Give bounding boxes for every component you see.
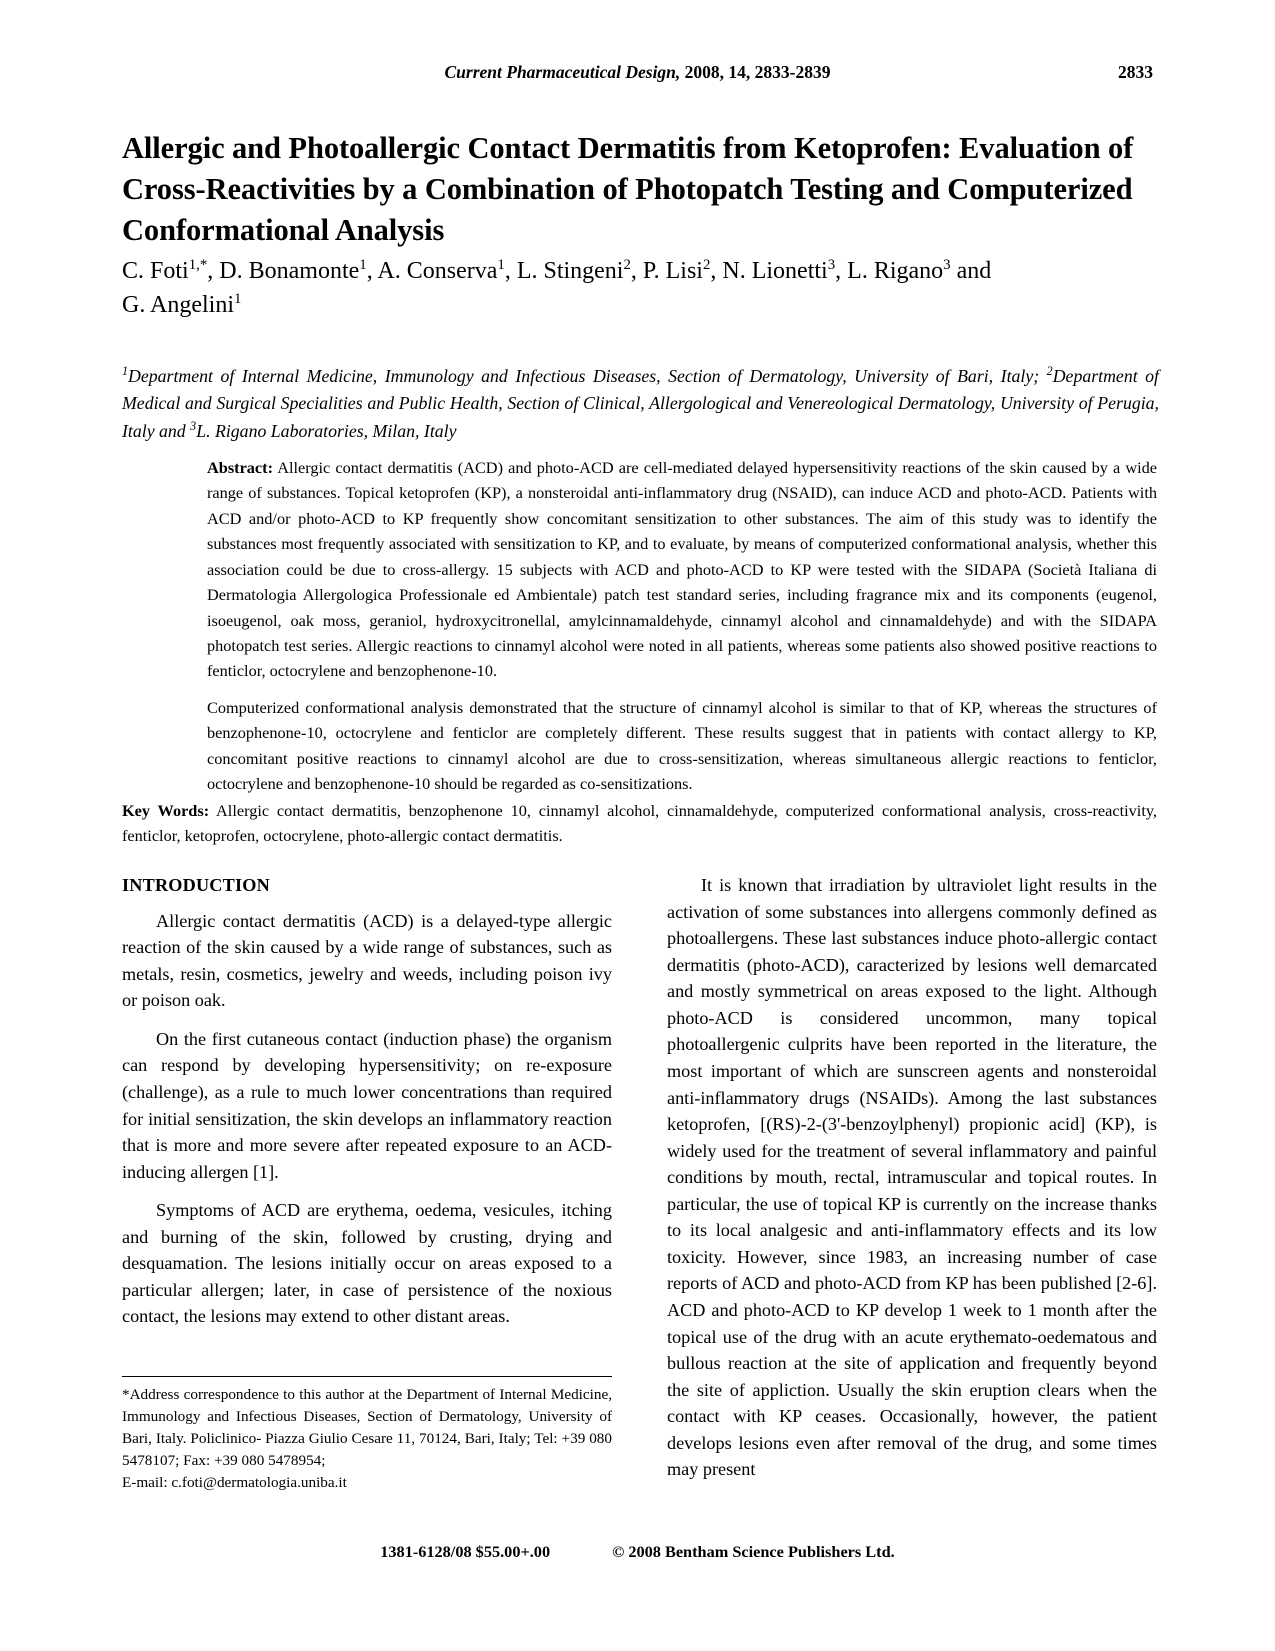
keywords-text: Allergic contact dermatitis, benzophenone 10, cinnamyl alcohol, cinnamaldehyde, computerized conformational analysis, cross-reactivity, fenticlor, ketoprofen, octocrylene, photo-allergic contact dermatitis.	[122, 801, 1157, 846]
column-left	[122, 872, 612, 1342]
author-conjunction: and	[950, 258, 992, 284]
footnote-divider	[122, 1376, 612, 1377]
author-affiliation-marker: 1	[359, 257, 367, 273]
author-name: , D. Bonamonte	[207, 258, 360, 284]
affiliation-text-1: Department of Internal Medicine, Immunology and Infectious Diseases, Section of Dermatology, University of Bari, Italy;	[128, 365, 1047, 386]
page-number: 2833	[1118, 62, 1153, 82]
author-affiliation-marker: 3	[827, 257, 836, 273]
author-list	[122, 254, 1157, 322]
paragraph: On the first cutaneous contact (induction phase) the organism can respond by developing hypersensitivity; on re-exposure (challenge), as a rule to much lower concentrations than required for initial sensitization, the skin develops an inflammatory reaction that is more and more severe after repeated exposure to an ACD-inducing allergen [1].	[122, 1028, 612, 1182]
journal-title: Current Pharmaceutical Design,	[444, 62, 681, 82]
issn-price: 1381-6128/08 $55.00+.00	[380, 1542, 551, 1561]
author-name: , N. Lionetti	[710, 258, 828, 284]
correspondence-footnote	[122, 1376, 612, 1493]
author-name: , L. Rigano	[835, 258, 944, 284]
affiliation-text-3: L. Rigano Laboratories, Milan, Italy	[196, 420, 457, 441]
author-name: , L. Stingeni	[504, 258, 624, 284]
author-name: C. Foti	[122, 258, 189, 284]
page-title: Allergic and Photoallergic Contact Dermatitis from Ketoprofen: Evaluation of Cross-Reactivities by a Combination of Photopatch Testing and Computerized Conformational Analysis	[122, 131, 1134, 247]
paragraph: Symptoms of ACD are erythema, oedema, vesicules, itching and burning of the skin, followed by crusting, drying and desquamation. The lesions initially occur on areas exposed to a particular allergen; later, in case of persistence of the noxious contact, the lesions may extend to other distant areas.	[122, 1200, 612, 1327]
author-name: , P. Lisi	[630, 258, 703, 284]
keywords	[122, 798, 1157, 849]
abstract-text-1: Allergic contact dermatitis (ACD) and photo-ACD are cell-mediated delayed hypersensitivity reactions of the skin caused by a wide range of substances. Topical ketoprofen (KP), a nonsteroidal anti-inflammatory drug (NSAID), can induce ACD and photo-ACD. Patients with ACD and/or photo-ACD to KP frequently show concomitant sensitization to other substances. The aim of this study was to identify the substances most frequently associated with sensitization to KP, and to evaluate, by means of computerized conformational analysis, whether this association could be due to cross-allergy. 15 subjects with ACD and photo-ACD to KP were tested with the SIDAPA (Società Italiana di Dermatologia Allergologica Professionale ed Ambientale) patch test standard series, including fragrance mix and its components (eugenol, isoeugenol, oak moss, geraniol, hydroxycitronellal, amylcinnamaldehyde, cinnamyl alcohol and cinnamaldehyde) and with the SIDAPA photopatch test series. Allergic reactions to cinnamyl alcohol were noted in all patients, whereas some patients also showed positive reactions to fenticlor, octocrylene and benzophenone-10.	[207, 458, 1157, 681]
affiliation-marker-1: 1	[122, 364, 129, 378]
abstract-paragraph-2: Computerized conformational analysis demonstrated that the structure of cinnamyl alcohol is similar to that of KP, whereas the structures of benzophenone-10, octocrylene and fenticlor are completely different. These results suggest that in patients with contact allergy to KP, concomitant positive reactions to cinnamyl alcohol are due to cross-sensitization, whereas simultaneous allergic reactions to fenticlor, octocrylene and benzophenone-10 should be regarded as co-sensitizations.	[207, 697, 1157, 794]
paragraph: It is known that irradiation by ultraviolet light results in the activation of some substances into allergens commonly defined as photoallergens. These last substances induce photo-allergic contact dermatitis (photo-ACD), caracterized by lesions well demarcated and mostly symmetrical on areas exposed to the light. Although photo-ACD is considered uncommon, many topical photoallergenic culprits have been reported in the literature, the most important of which are sunscreen agents and nonsteroidal anti-inflammatory drugs (NSAIDs). Among the last substances ketoprofen, [(RS)-2-(3'-benzoylphenyl) propionic acid] (KP), is widely used for the treatment of several inflammatory and painful conditions by mouth, rectal, intramuscular and topical routes. In particular, the use of topical KP is currently on the increase thanks to its local analgesic and anti-inflammatory effects and its low toxicity. However, since 1983, an increasing number of case reports of ACD and photo-ACD from KP has been published [2-6]. ACD and photo-ACD to KP develop 1 week to 1 month after the topical use of the drug with an acute erythemato-oedematous and bullous reaction at the site of application and frequently beyond the site of appliction. Usually the skin eruption clears when the contact with KP ceases. Occasionally, however, the patient develops lesions even after removal of the drug, and some times may present	[667, 875, 1157, 1480]
column-right	[667, 872, 1157, 1495]
running-head	[122, 62, 1153, 83]
journal-issue-info: 2008, 14, 2833-2839	[680, 62, 831, 82]
author-affiliation-marker: 2	[702, 257, 711, 273]
affiliation-text-2: Department of Medical and Surgical Specialities and Public Health, Section of Clinical, Allergological and Venereological Dermatology, University of Perugia, Italy and	[122, 365, 1160, 441]
author-name: G. Angelini	[122, 292, 234, 319]
affiliation-marker-2: 2	[1046, 364, 1053, 378]
author-affiliation-marker: 2	[623, 257, 631, 273]
footnote-email: E-mail: c.foti@dermatologia.uniba.it	[122, 1473, 347, 1491]
author-affiliation-marker: 3	[943, 257, 951, 273]
author-affiliation-marker: 1	[497, 257, 505, 273]
footnote-address-text: *Address correspondence to this author at the Department of Internal Medicine, Immunology and Infectious Diseases, Section of Dermatology, University of Bari, Italy. Policlinico- Piazza Giulio Cesare 11, 70124, Bari, Italy; Tel: +39 080 5478107; Fax: +39 080 5478954;	[122, 1386, 612, 1469]
affiliation-marker-3: 3	[190, 419, 197, 434]
footer	[122, 1542, 1153, 1562]
abstract-paragraph-1	[207, 455, 1157, 684]
copyright-notice: © 2008 Bentham Science Publishers Ltd.	[612, 1542, 895, 1561]
section-heading-introduction: INTRODUCTION	[122, 875, 270, 895]
abstract-label: Abstract:	[207, 458, 274, 477]
abstract	[207, 455, 1157, 807]
paragraph: Allergic contact dermatitis (ACD) is a delayed-type allergic reaction of the skin caused by a wide range of substances, such as metals, resin, cosmetics, jewelry and weeds, including poison ivy or poison oak.	[122, 910, 612, 1011]
journal-citation	[122, 62, 1153, 83]
author-name: , A. Conserva	[366, 258, 498, 284]
keywords-label: Key Words:	[122, 801, 210, 820]
affiliations	[122, 362, 1159, 445]
author-affiliation-marker: 1,*	[188, 257, 208, 273]
author-affiliation-marker: 1	[234, 291, 242, 308]
